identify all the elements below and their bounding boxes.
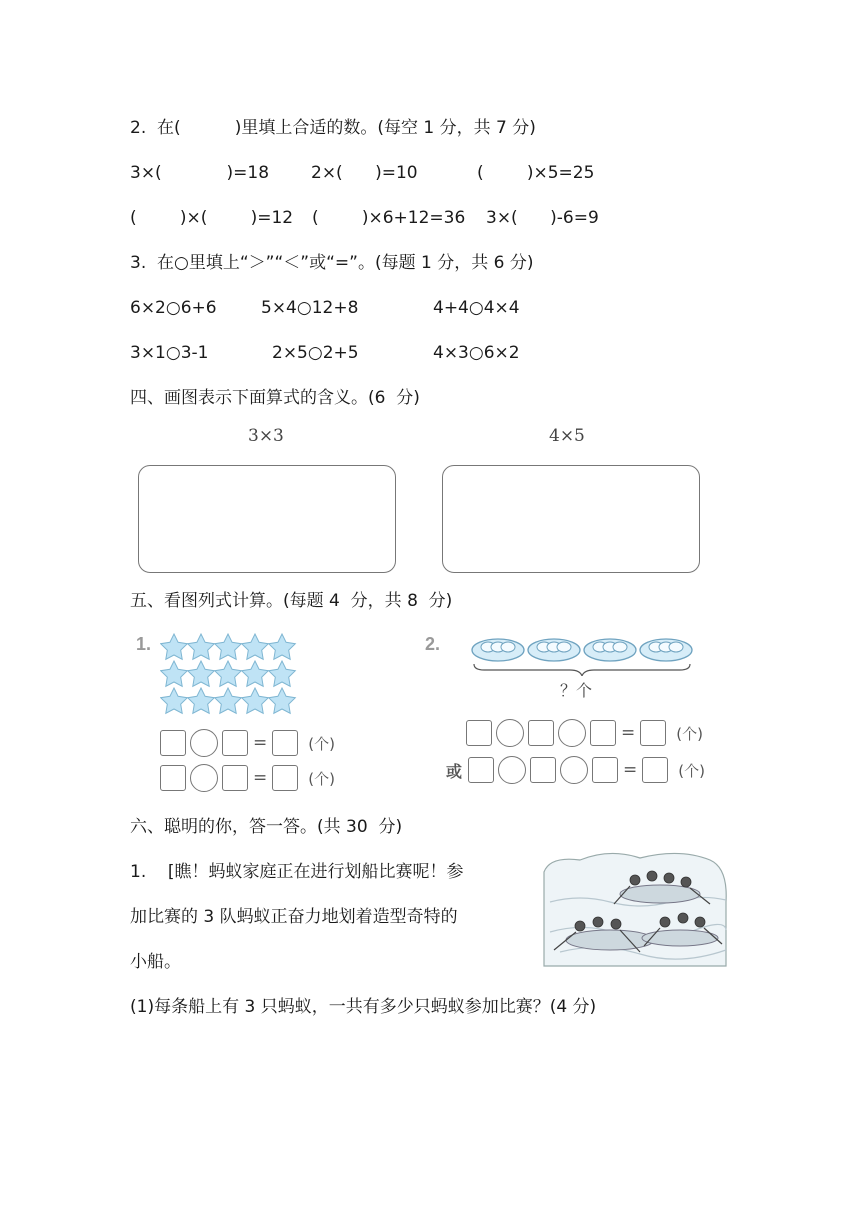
unit-label: (个) [676,724,703,743]
answer-box[interactable] [640,720,666,746]
star-icon [188,634,215,659]
figure-1-number: 1. [136,634,152,654]
drawing-box-1[interactable] [138,465,396,573]
answer-box[interactable] [272,765,298,791]
sec5-title: 五、看图列式计算。(每题 4 分，共 8 分) [130,591,453,611]
q2-expr-6: 3×( )-6=9 [486,208,599,228]
star-icon [161,634,188,659]
drawing-box-2[interactable] [442,465,700,573]
answer-box[interactable] [222,730,248,756]
answer-box[interactable] [642,757,668,783]
star-icon [242,688,269,713]
sec6-problem-line-1: 1. [瞧！蚂蚁家庭正在进行划船比赛呢！参 [130,862,464,882]
operator-circle[interactable] [496,719,524,747]
answer-box[interactable] [466,720,492,746]
plate-icon [528,639,580,661]
plates-figure [470,630,694,676]
q3-expr-6: 4×3○6×2 [433,343,520,363]
operator-circle[interactable] [558,719,586,747]
q3-expr-2: 5×4○12+8 [261,298,359,318]
q3-expr-5: 2×5○2+5 [272,343,359,363]
star-icon [161,688,188,713]
star-icon [269,634,296,659]
star-icon [242,634,269,659]
answer-box[interactable] [160,730,186,756]
operator-circle[interactable] [190,729,218,757]
q2-expr-5: ( )×6+12=36 [312,208,466,228]
question-label: ？个 [560,681,593,700]
answer-box[interactable] [592,757,618,783]
equals-sign: = [621,723,636,743]
star-icon [269,688,296,713]
answer-box[interactable] [590,720,616,746]
star-icon [188,661,215,686]
star-icon [215,688,242,713]
sec6-problem-line-2: 加比赛的 3 队蚂蚁正奋力地划着造型奇特的 [130,907,458,927]
ant-boat-race-illustration [540,842,730,970]
stars-figure [160,633,300,719]
q2-expr-4: ( )×( )=12 [130,208,294,228]
q3-expr-3: 4+4○4×4 [433,298,520,318]
brace [474,664,690,676]
q2-expr-3: ( )×5=25 [477,163,595,183]
star-icon [215,634,242,659]
answer-row-2b [446,756,705,784]
q2-expr-1: 3×( )=18 [130,163,270,183]
answer-box[interactable] [222,765,248,791]
sec6-problem-line-3: 小船。 [130,952,181,972]
equals-sign: = [623,760,638,780]
star-icon [269,661,296,686]
sec4-title: 四、画图表示下面算式的含义。(6 分) [130,388,420,408]
q3-title: 3. 在○里填上“＞”“＜”或“=”。(每题 1 分，共 6 分) [130,253,534,273]
plate-icon [472,639,524,661]
q3-expr-1: 6×2○6+6 [130,298,217,318]
star-icon [188,688,215,713]
answer-row-1b [160,764,335,792]
operator-circle[interactable] [190,764,218,792]
operator-circle[interactable] [560,756,588,784]
plate-icon [584,639,636,661]
star-icon [242,661,269,686]
sec4-expr-2: 4×5 [549,426,585,446]
star-icon [215,661,242,686]
q3-expr-4: 3×1○3-1 [130,343,209,363]
unit-label: (个) [678,761,705,780]
star-icon [161,661,188,686]
answer-box[interactable] [160,765,186,791]
operator-circle[interactable] [498,756,526,784]
q2-title: 2. 在( )里填上合适的数。(每空 1 分，共 7 分) [130,118,536,138]
answer-row-2a [466,719,703,747]
sec4-expr-1: 3×3 [248,426,284,446]
q2-expr-2: 2×( )=10 [311,163,418,183]
sec6-title: 六、聪明的你，答一答。(共 30 分) [130,817,403,837]
sec6-sub-question-1: (1)每条船上有 3 只蚂蚁，一共有多少只蚂蚁参加比赛？(4 分) [130,997,597,1017]
answer-box[interactable] [468,757,494,783]
figure-2-number: 2. [425,634,441,654]
answer-box[interactable] [528,720,554,746]
equals-sign: = [253,768,268,788]
answer-row-1a [160,729,335,757]
answer-box[interactable] [530,757,556,783]
unit-label: (个) [308,734,335,753]
plate-icon [640,639,692,661]
or-label: 或 [446,761,463,781]
answer-box[interactable] [272,730,298,756]
equals-sign: = [253,733,268,753]
unit-label: (个) [308,769,335,788]
